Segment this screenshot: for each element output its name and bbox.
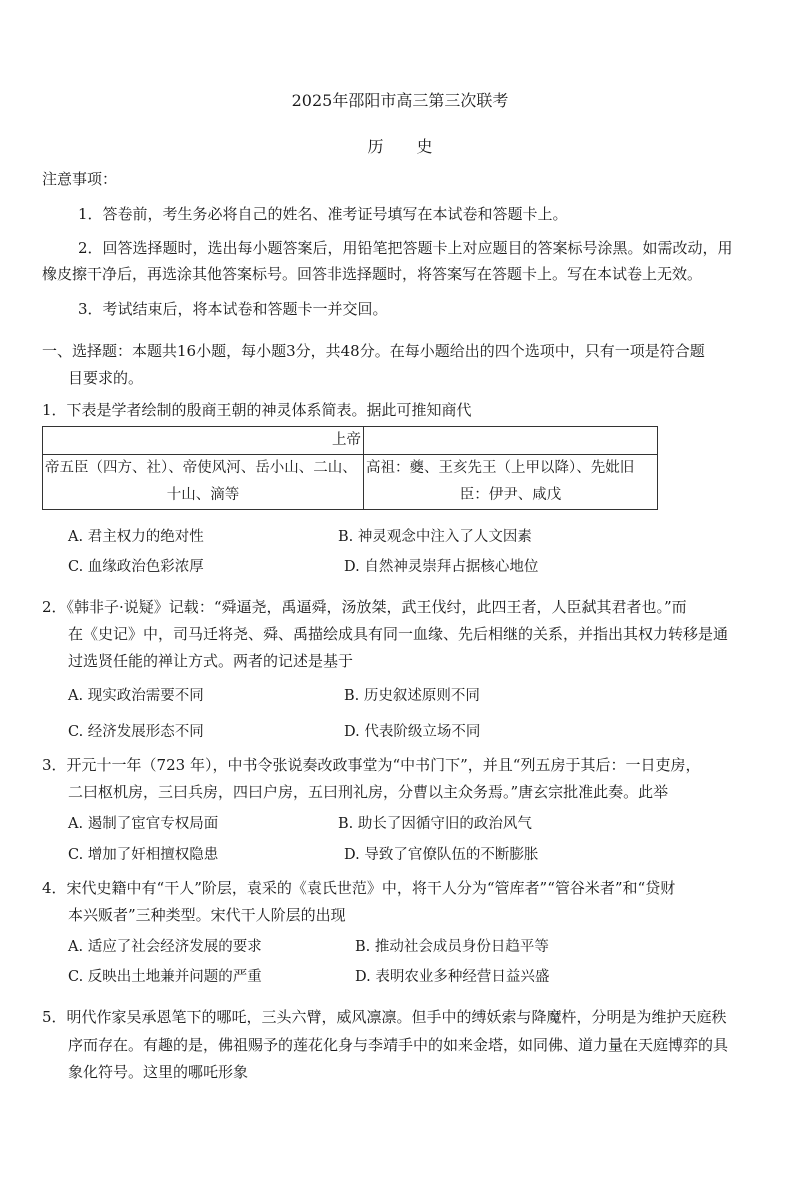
q1-option-b: B. 神灵观念中注入了人文因素 (338, 529, 532, 545)
q5-line-3: 象化符号。这里的哪吒形象 (68, 1063, 249, 1081)
q1-table (42, 426, 658, 510)
section-heading-line-1: 一、选择题：本题共16小题，每小题3分，共48分。在每小题给出的四个选项中，只有一项是符合题 (42, 342, 705, 360)
q4-option-b: B. 推动社会成员身份日趋平等 (355, 939, 549, 955)
q1-option-c: C. 血缘政治色彩浓厚 (68, 559, 204, 575)
q4-option-c: C. 反映出土地兼并问题的严重 (68, 969, 262, 985)
q4-option-a: A. 适应了社会经济发展的要求 (68, 939, 262, 955)
notice-item-2-line-2: 橡皮擦干净后，再选涂其他答案标号。回答非选择题时，将答案写在答题卡上。写在本试卷上无效。 (42, 265, 703, 283)
q1-option-a: A. 君主权力的绝对性 (68, 529, 204, 545)
table-cell-top-right (364, 427, 658, 455)
q2-option-a: A. 现实政治需要不同 (68, 688, 204, 704)
table-bottom-right-line-2: 臣：伊尹、咸戊 (459, 487, 562, 503)
table-bottom-left-line-1: 帝五臣（四方、社）、帝使风河、岳小山、二山、 (45, 460, 357, 476)
notice-item-3: 3．考试结束后，将本试卷和答题卡一并交回。 (78, 300, 388, 318)
q3-option-a: A. 遏制了宦官专权局面 (68, 816, 219, 832)
q2-line-3: 过选贤任能的禅让方式。两者的记述是基于 (68, 652, 354, 670)
q4-option-d: D. 表明农业多种经营日益兴盛 (355, 969, 550, 985)
table-bottom-right-line-1: 高祖：夔、王亥先王（上甲以降）、先妣旧 (366, 460, 635, 476)
q3-option-b: B. 助长了因循守旧的政治风气 (338, 816, 532, 832)
q2-option-c: C. 经济发展形态不同 (68, 724, 204, 740)
q4-line-1: 4．宋代史籍中有“干人”阶层，袁采的《袁氏世范》中，将干人分为“管库者”“管谷米者”和“贷财 (42, 879, 676, 897)
q2-option-b: B. 历史叙述原则不同 (344, 688, 480, 704)
q1-stem: 1．下表是学者绘制的殷商王朝的神灵体系简表。据此可推知商代 (42, 401, 472, 419)
q5-line-2: 序而存在。有趣的是，佛祖赐予的莲花化身与李靖手中的如来金塔，如同佛、道力量在天庭博弈的具 (68, 1036, 729, 1054)
q4-line-2: 本兴贩者”三种类型。宋代干人阶层的出现 (68, 906, 346, 924)
q2-line-2: 在《史记》中，司马迁将尧、舜、禹描绘成具有同一血缘、先后相继的关系，并指出其权力转移是通 (68, 625, 729, 643)
q3-option-c: C. 增加了奸相擅权隐患 (68, 847, 219, 863)
q3-line-1: 3．开元十一年（723 年），中书令张说奏改政事堂为“中书门下”，并且“列五房于其后：一日吏房， (42, 756, 701, 774)
table-cell-bottom-right (364, 455, 658, 510)
subject-title: 历 史 (367, 137, 447, 156)
table-cell-bottom-left (43, 455, 364, 510)
section-heading-line-2: 目要求的。 (68, 369, 144, 387)
notice-heading: 注意事项： (42, 170, 118, 188)
q1-option-d: D. 自然神灵崇拜占据核心地位 (344, 559, 539, 575)
q2-line-1: 2．《韩非子·说疑》记载：“舜逼尧，禹逼舜，汤放桀，武王伐纣，此四王者，人臣弑其君者也。”而 (42, 598, 687, 616)
notice-item-1: 1．答卷前，考生务必将自己的姓名、准考证号填写在本试卷和答题卡上。 (78, 205, 568, 223)
q3-option-d: D. 导致了官僚队伍的不断膨胀 (344, 847, 539, 863)
table-cell-top-left: 上帝 (43, 427, 364, 455)
exam-title: 2025年邵阳市高三第三次联考 (291, 91, 509, 110)
q3-line-2: 二曰枢机房，三曰兵房，四曰户房，五曰刑礼房，分曹以主众务焉。”唐玄宗批准此奏。此举 (68, 783, 669, 801)
notice-item-2-line-1: 2．回答选择题时，选出每小题答案后，用铅笔把答题卡上对应题目的答案标号涂黑。如需改动，用 (78, 239, 733, 257)
table-bottom-left-line-2: 十山、滴等 (166, 487, 240, 503)
q5-line-1: 5．明代作家吴承恩笔下的哪吒，三头六臂，威风凛凛。但手中的缚妖索与降魔杵，分明是为维护天庭秩 (42, 1008, 727, 1026)
q2-option-d: D. 代表阶级立场不同 (344, 724, 481, 740)
